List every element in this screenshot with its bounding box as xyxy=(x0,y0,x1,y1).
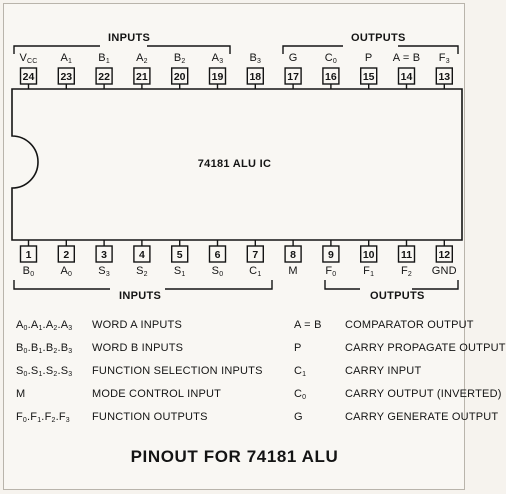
bottom-pin-10-name: $F_1$ xyxy=(363,265,375,278)
bottom-pin-2 xyxy=(58,240,74,262)
pin-number: 3 xyxy=(101,249,108,261)
legend-left-description: FUNCTION SELECTION INPUTS xyxy=(92,365,263,377)
pin-number: 7 xyxy=(252,249,259,261)
legend-right-symbol: $C_1$ xyxy=(294,365,307,378)
pin-number: 19 xyxy=(211,71,224,83)
top-pin-13-name: $F_3$ xyxy=(438,52,450,65)
top-pin-15 xyxy=(361,68,377,89)
pin-number: 17 xyxy=(287,71,299,83)
top-pin-24 xyxy=(21,68,37,89)
pin-number: 23 xyxy=(60,71,73,83)
bottom-pin-7-name: $C_1$ xyxy=(249,265,262,278)
bottom-pin-2-name: $A_0$ xyxy=(60,265,73,278)
pin-number: 11 xyxy=(400,249,413,261)
bottom-inputs-header: INPUTS xyxy=(119,290,162,302)
chip-label: 74181 ALU IC xyxy=(197,158,272,170)
pin-number: 16 xyxy=(325,71,337,83)
bottom-pin-1 xyxy=(21,240,37,262)
bottom-inputs-bracket xyxy=(14,280,272,289)
bottom-pin-11-name: $F_2$ xyxy=(400,265,412,278)
legend-right-symbol: A = B xyxy=(294,319,322,331)
bottom-pin-12 xyxy=(436,240,452,262)
top-inputs-header: INPUTS xyxy=(108,32,151,44)
top-pin-17-name: G xyxy=(288,52,298,64)
bottom-outputs-bracket xyxy=(325,280,458,289)
top-pin-16-name: $C_0$ xyxy=(324,52,338,65)
top-pin-22-name: $B_1$ xyxy=(98,52,110,65)
pin-number: 6 xyxy=(214,249,221,261)
bottom-outputs-header: OUTPUTS xyxy=(370,290,425,302)
pin-number: 20 xyxy=(173,71,186,83)
legend-left-symbol: $A_0.A_1.A_2.A_3$ xyxy=(16,319,73,332)
bottom-pin-9-name: $F_0$ xyxy=(325,265,337,278)
top-pin-23-name: $A_1$ xyxy=(60,52,73,65)
top-pin-13 xyxy=(436,68,452,89)
top-pin-14-name: A = B xyxy=(392,52,421,64)
bottom-pin-4-name: $S_2$ xyxy=(136,265,148,278)
top-pin-21 xyxy=(134,68,150,89)
pin-number: 10 xyxy=(362,249,375,261)
bottom-pin-8-name: M xyxy=(288,265,298,277)
figure-title: PINOUT FOR 74181 ALU xyxy=(130,447,339,466)
top-pin-18-name: $B_3$ xyxy=(249,52,262,65)
pin-number: 4 xyxy=(138,249,145,261)
top-pin-19 xyxy=(210,68,226,89)
top-pin-20-name: $B_2$ xyxy=(173,52,186,65)
top-pin-21-name: $A_2$ xyxy=(136,52,148,65)
top-pin-14 xyxy=(399,68,415,89)
legend-right-description: COMPARATOR OUTPUT xyxy=(345,319,474,331)
bottom-pin-6-name: $S_0$ xyxy=(211,265,224,278)
top-pin-18 xyxy=(247,68,263,89)
pin-number: 5 xyxy=(176,249,183,261)
bottom-pin-10 xyxy=(361,240,377,262)
top-pin-19-name: $A_3$ xyxy=(211,52,224,65)
pin-number: 14 xyxy=(400,71,413,83)
legend-right-symbol: $C_0$ xyxy=(294,388,307,401)
legend-left-description: MODE CONTROL INPUT xyxy=(92,388,222,400)
pin-number: 21 xyxy=(136,71,148,83)
legend-left-symbol: M xyxy=(16,388,26,400)
top-pin-22 xyxy=(96,68,112,89)
top-pin-15-name: P xyxy=(364,52,373,64)
legend-left-description: FUNCTION OUTPUTS xyxy=(92,411,208,423)
legend-right-description: CARRY INPUT xyxy=(345,365,422,377)
bottom-pin-7 xyxy=(247,240,263,262)
pin-number: 13 xyxy=(438,71,451,83)
bottom-pin-8 xyxy=(285,240,301,262)
bottom-pin-3-name: $S_3$ xyxy=(98,265,110,278)
pin-number: 18 xyxy=(249,71,262,83)
legend-right-symbol: P xyxy=(294,342,302,354)
top-pin-16 xyxy=(323,68,339,89)
bottom-pin-4 xyxy=(134,240,150,262)
legend-right-description: CARRY OUTPUT (INVERTED) xyxy=(345,388,502,400)
pin-number: 15 xyxy=(362,71,375,83)
bottom-pin-9 xyxy=(323,240,339,262)
bottom-pin-5-name: $S_1$ xyxy=(173,265,186,278)
top-pin-23 xyxy=(58,68,74,89)
top-pin-24-name: $V_{CC}$ xyxy=(19,52,38,65)
bottom-pin-5 xyxy=(172,240,188,262)
legend-left-symbol: $S_0.S_1.S_2.S_3$ xyxy=(16,365,73,378)
pin-number: 12 xyxy=(438,249,451,261)
legend-left-description: WORD A INPUTS xyxy=(92,319,182,331)
bottom-pin-12-name: GND xyxy=(431,265,457,277)
legend-left-symbol: $B_0.B_1.B_2.B_3$ xyxy=(16,342,73,355)
bottom-pin-11 xyxy=(399,240,415,262)
legend-left-symbol: $F_0.F_1.F_2.F_3$ xyxy=(16,411,70,424)
pin-number: 1 xyxy=(25,249,32,261)
bottom-pin-6 xyxy=(210,240,226,262)
pin-number: 2 xyxy=(63,249,70,261)
bottom-pin-1-name: $B_0$ xyxy=(22,265,35,278)
pin-number: 8 xyxy=(290,249,297,261)
top-outputs-header: OUTPUTS xyxy=(351,32,406,44)
pin-number: 9 xyxy=(327,249,334,261)
top-pin-17 xyxy=(285,68,301,89)
bottom-pin-3 xyxy=(96,240,112,262)
pin-number: 22 xyxy=(98,71,110,83)
legend-right-description: CARRY GENERATE OUTPUT xyxy=(345,411,499,423)
legend-right-description: CARRY PROPAGATE OUTPUT xyxy=(345,342,506,354)
legend-right-symbol: G xyxy=(294,411,303,423)
top-pin-20 xyxy=(172,68,188,89)
legend-left-description: WORD B INPUTS xyxy=(92,342,184,354)
pin-number: 24 xyxy=(22,71,35,83)
